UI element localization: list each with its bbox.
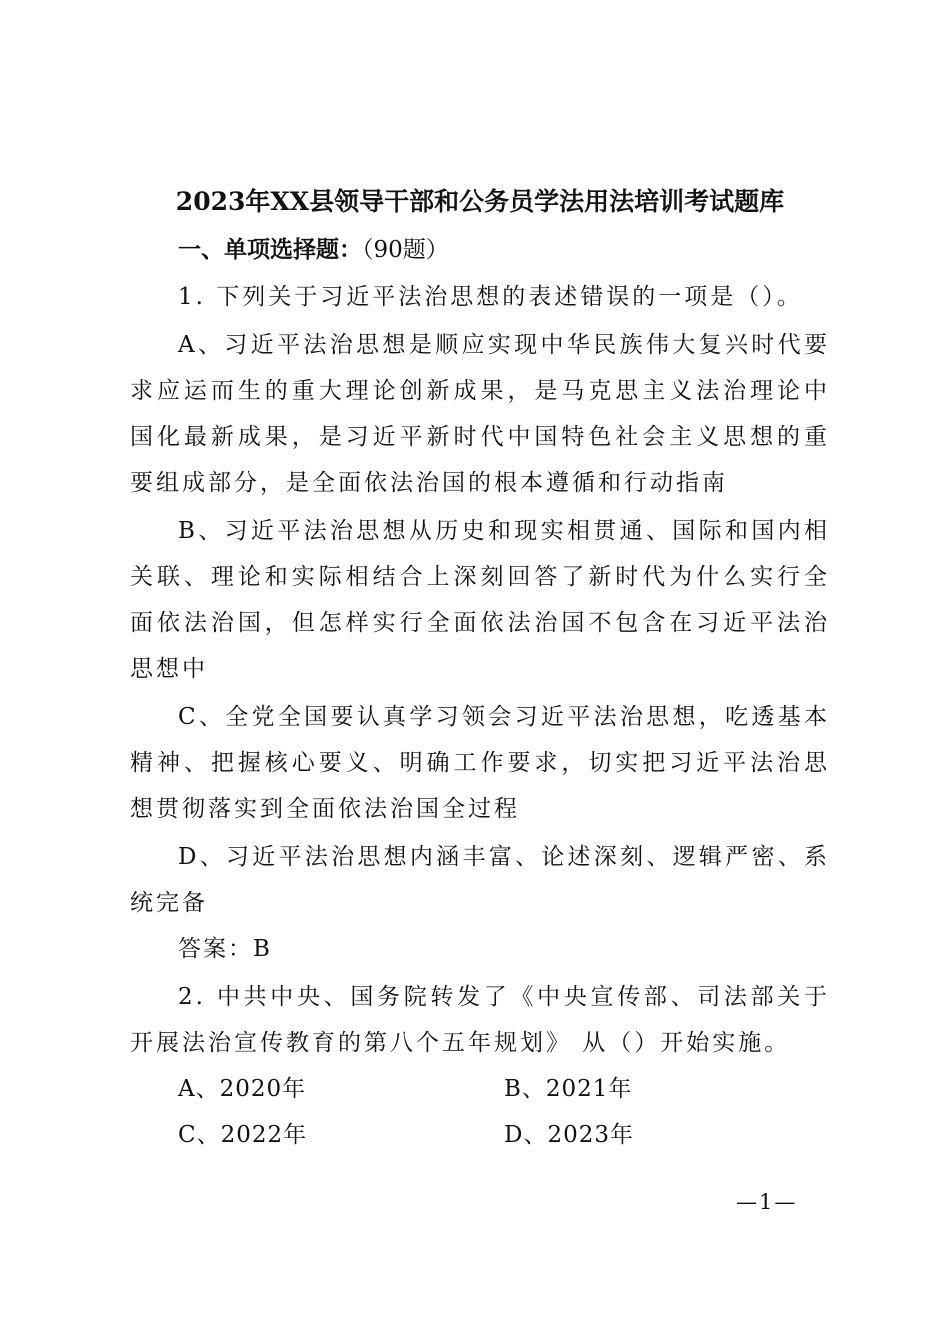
question-2-options-row-1	[130, 1066, 830, 1112]
question-2-options-row-2	[130, 1112, 830, 1158]
document-body	[130, 180, 830, 1158]
document-title: 2023年XX县领导干部和公务员学法用法培训考试题库	[175, 187, 785, 216]
section-heading	[130, 228, 830, 272]
question-2-option-c: C、2022年	[178, 1122, 308, 1148]
question-2-option-b: B、2021年	[504, 1076, 633, 1102]
question-2-option-a: A、2020年	[178, 1076, 307, 1102]
question-1-option-d: D、习近平法治思想内涵丰富、论述深刻、逻辑严密、系统完备	[130, 844, 830, 916]
question-1-answer: 答案：B	[178, 936, 272, 962]
question-2-option-d: D、2023年	[504, 1122, 634, 1148]
section-heading-label: 一、单项选择题：	[178, 236, 362, 263]
question-2-stem: 2. 中共中央、国务院转发了《中央宣传部、司法部关于开展法治宣传教育的第八个五年规划》 从（）开始实施。	[130, 984, 830, 1056]
question-1-option-c: C、全党全国要认真学习领会习近平法治思想，吃透基本精神、把握核心要义、明确工作要求，切实把习近平法治思想贯彻落实到全面依法治国全过程	[130, 704, 830, 822]
section-question-count: （90题）	[362, 237, 449, 263]
question-1-option-a: A、习近平法治思想是顺应实现中华民族伟大复兴时代要求应运而生的重大理论创新成果，是马克思主义法治理论中国化最新成果，是习近平新时代中国特色社会主义思想的重要组成部分，是全面依法治国的根本遵循和行动指南	[130, 332, 830, 496]
question-1-stem: 1. 下列关于习近平法治思想的表述错误的一项是（）。	[178, 284, 803, 310]
page-number: —1—	[736, 1190, 798, 1214]
question-1-option-b: B、习近平法治思想从历史和现实相贯通、国际和国内相关联、理论和实际相结合上深刻回答了新时代为什么实行全面依法治国，但怎样实行全面依法治国不包含在习近平法治思想中	[130, 518, 830, 682]
